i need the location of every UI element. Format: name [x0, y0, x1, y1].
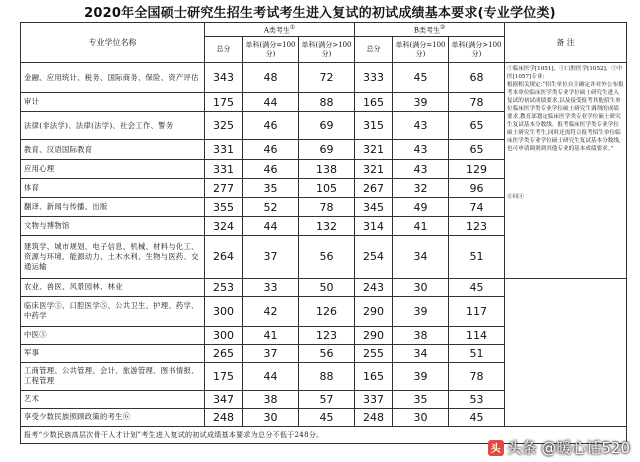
b-single-100: 43 [393, 140, 449, 160]
b-single-over-100: 129 [449, 160, 505, 179]
b-single-over-100: 96 [449, 179, 505, 198]
a-single-100: 35 [243, 179, 299, 198]
major-name: 教育、汉语国际教育 [21, 140, 205, 160]
b-single-over-100: 78 [449, 362, 505, 390]
major-name: 文物与博物馆 [21, 217, 205, 236]
a-single-100: 42 [243, 296, 299, 326]
a-single-100: 38 [243, 390, 299, 408]
b-single-100: 41 [393, 217, 449, 236]
b-total: 267 [355, 179, 393, 198]
b-total: 248 [355, 408, 393, 426]
b-total: 290 [355, 326, 393, 344]
b-total: 254 [355, 236, 393, 278]
major-name: 翻译、新闻与传播、出版 [21, 198, 205, 217]
notes-cell [505, 63, 627, 279]
b-single-100: 43 [393, 160, 449, 179]
b-single-over-100: 65 [449, 112, 505, 140]
b-single-100: 30 [393, 278, 449, 296]
a-single-over-100: 105 [299, 179, 355, 198]
b-total: 165 [355, 93, 393, 112]
footer-note: 报考“少数民族高层次骨干人才计划”考生进入复试的初试成绩基本要求为总分不低于248分。 [21, 426, 627, 443]
a-total: 331 [205, 160, 243, 179]
watermark [488, 437, 630, 458]
a-single-100: 30 [243, 408, 299, 426]
major-name: 临床医学⑤、口腔医学⑤、公共卫生、护理、药学、中药学 [21, 296, 205, 326]
a-total: 253 [205, 278, 243, 296]
watermark-text: 头条 @暖心话520 [506, 439, 630, 457]
b-single-over-100: 65 [449, 140, 505, 160]
a-single-over-100: 126 [299, 296, 355, 326]
b-single-100: 45 [393, 63, 449, 93]
a-single-100: 48 [243, 63, 299, 93]
b-single-over-100: 68 [449, 63, 505, 93]
a-total: 343 [205, 63, 243, 93]
b-single-100: 49 [393, 198, 449, 217]
toutiao-logo-icon: 头 [488, 440, 504, 456]
a-single-100: 44 [243, 93, 299, 112]
a-total: 355 [205, 198, 243, 217]
a-single-100: 37 [243, 236, 299, 278]
notes-line-2: 根据相关规定:“招生单位自主确定并对外公布报考本单位临床医学类专业学位硕士研究生进入复试的初试成绩要求,以及接受报考其他招生单位临床医学类专业学位硕士研究生调剂的成绩要求,教育部划定临床医学类专业学位硕士研究生复试基本分数线。报考临床医学类专业学位硕士研究生考生,同时还需符合报考招生单位临床医学类专业学位硕士研究生复试基本分数线,也可申请调剂到其他专业的基本成绩要求。” [507, 82, 624, 152]
a-single-over-100: 45 [299, 408, 355, 426]
a-single-over-100: 72 [299, 63, 355, 93]
b-single-100: 32 [393, 179, 449, 198]
major-name: 应用心理 [21, 160, 205, 179]
b-total: 243 [355, 278, 393, 296]
b-single-over-100: 45 [449, 278, 505, 296]
b-single-over-100: 78 [449, 93, 505, 112]
table-row [21, 278, 627, 296]
major-name: 艺术 [21, 390, 205, 408]
major-name: 法律(非法学)、法律(法学)、社会工作、警务 [21, 112, 205, 140]
a-total: 324 [205, 217, 243, 236]
a-total: 300 [205, 326, 243, 344]
a-single-100: 46 [243, 140, 299, 160]
b-single-100: 39 [393, 362, 449, 390]
b-single-100: 38 [393, 326, 449, 344]
table-row [21, 63, 627, 93]
a-single-over-100: 78 [299, 198, 355, 217]
a-single-over-100: 50 [299, 278, 355, 296]
b-single-over-100: 53 [449, 390, 505, 408]
major-name: 军事 [21, 344, 205, 362]
a-total: 264 [205, 236, 243, 278]
header-group-b: B类考生② [355, 23, 505, 37]
a-single-over-100: 132 [299, 217, 355, 236]
a-total: 277 [205, 179, 243, 198]
a-total: 300 [205, 296, 243, 326]
a-single-over-100: 69 [299, 140, 355, 160]
b-total: 255 [355, 344, 393, 362]
b-total: 337 [355, 390, 393, 408]
a-single-over-100: 88 [299, 93, 355, 112]
b-single-over-100: 117 [449, 296, 505, 326]
b-single-100: 39 [393, 93, 449, 112]
a-single-100: 44 [243, 217, 299, 236]
a-single-over-100: 88 [299, 362, 355, 390]
header-notes: 备 注 [505, 23, 627, 63]
b-single-100: 43 [393, 112, 449, 140]
a-single-over-100: 57 [299, 390, 355, 408]
a-single-over-100: 56 [299, 236, 355, 278]
header-b-single-100: 单科(满分=100分) [393, 37, 449, 63]
b-total: 315 [355, 112, 393, 140]
header-b-single-over-100: 单科(满分>100分) [449, 37, 505, 63]
b-single-100: 39 [393, 296, 449, 326]
a-total: 248 [205, 408, 243, 426]
header-b-total: 总分 [355, 37, 393, 63]
b-single-over-100: 51 [449, 236, 505, 278]
header-a-total: 总分 [205, 37, 243, 63]
b-total: 321 [355, 140, 393, 160]
a-total: 331 [205, 140, 243, 160]
a-total: 175 [205, 93, 243, 112]
b-single-over-100: 74 [449, 198, 505, 217]
document-title: 2020年全国硕士研究生招生考试考生进入复试的初试成绩基本要求(专业学位类) [84, 6, 556, 21]
b-single-over-100: 123 [449, 217, 505, 236]
header-group-a: A类考生① [205, 23, 355, 37]
b-total: 333 [355, 63, 393, 93]
notes-line-1: ⑤临床医学[1051]、⑤口腔医学[1052]、⑤中医[1057]专业: [507, 66, 623, 80]
b-total: 165 [355, 362, 393, 390]
b-single-100: 34 [393, 236, 449, 278]
notes-empty-cell [505, 278, 627, 426]
a-single-over-100: 138 [299, 160, 355, 179]
b-total: 290 [355, 296, 393, 326]
notes-line-3: ⑥同④ [507, 194, 524, 200]
header-a-single-100: 单科(满分=100分) [243, 37, 299, 63]
major-name: 享受少数民族照顾政策的考生⑥ [21, 408, 205, 426]
major-name: 中医⑤ [21, 326, 205, 344]
a-single-over-100: 69 [299, 112, 355, 140]
major-name: 体育 [21, 179, 205, 198]
major-name: 审计 [21, 93, 205, 112]
b-single-over-100: 45 [449, 408, 505, 426]
b-total: 314 [355, 217, 393, 236]
header-major-name: 专业学位名称 [21, 23, 205, 63]
a-single-100: 52 [243, 198, 299, 217]
major-name: 金融、应用统计、税务、国际商务、保险、资产评估 [21, 63, 205, 93]
score-requirements-table [20, 22, 627, 444]
a-single-100: 41 [243, 326, 299, 344]
a-total: 175 [205, 362, 243, 390]
major-name: 工商管理、公共管理、会计、旅游管理、图书情报、工程管理 [21, 362, 205, 390]
a-total: 325 [205, 112, 243, 140]
b-single-100: 30 [393, 408, 449, 426]
b-single-over-100: 51 [449, 344, 505, 362]
major-name: 农业、兽医、风景园林、林业 [21, 278, 205, 296]
b-total: 321 [355, 160, 393, 179]
b-single-over-100: 114 [449, 326, 505, 344]
a-single-100: 46 [243, 112, 299, 140]
a-single-100: 44 [243, 362, 299, 390]
a-total: 347 [205, 390, 243, 408]
a-single-100: 33 [243, 278, 299, 296]
a-single-over-100: 56 [299, 344, 355, 362]
a-total: 265 [205, 344, 243, 362]
a-single-100: 46 [243, 160, 299, 179]
b-single-100: 35 [393, 390, 449, 408]
header-a-single-over-100: 单科(满分>100分) [299, 37, 355, 63]
b-single-100: 34 [393, 344, 449, 362]
a-single-100: 37 [243, 344, 299, 362]
major-name: 建筑学、城市规划、电子信息、机械、材料与化工、资源与环境、能源动力、土木水利、生物与医药、交通运输 [21, 236, 205, 278]
b-total: 345 [355, 198, 393, 217]
a-single-over-100: 123 [299, 326, 355, 344]
